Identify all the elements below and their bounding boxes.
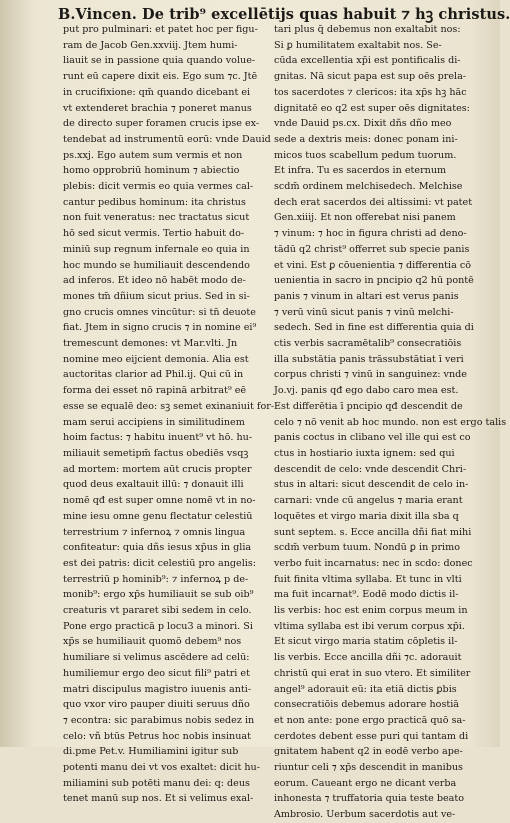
text-line: terrestrium ⁊ infernoꝝ ⁊ omnis lingua <box>63 526 246 538</box>
text-line: ad mortem: mortem aūt crucis propter <box>63 463 252 475</box>
text-line: homo opprobriū hominum ⁊ abiectio <box>63 165 240 177</box>
text-line: ⁊ econtra: sic parabimus nobis sedez in <box>63 714 255 726</box>
text-line: celo: vñ btūs Petrus hoc nobis insinuat <box>63 730 251 742</box>
text-line: Ambrosio. Uerbum sacerdotis aut ve- <box>274 809 456 821</box>
text-line: ad inferos. Et ideo nō habēt modo de- <box>63 275 246 287</box>
text-line: corpus christi ⁊ vinū in sanguinez: vnde <box>274 369 467 381</box>
text-line: Si ꝑ humilitatem exaltabit nos. Se- <box>274 39 442 51</box>
text-line: put pro pulminari: et patet hoc per figu- <box>63 24 258 35</box>
text-line: hō sed sicut vermis. Tertio habuit do- <box>63 228 245 240</box>
text-line: Jo.vj. panis qđ ego dabo caro mea est. <box>274 385 459 397</box>
text-line: consecratiōis debemus adorare hostiā <box>274 699 460 711</box>
text-line: celo ⁊ nō venit ab hoc mundo. non est ergo talis <box>274 416 507 428</box>
text-column-right <box>274 22 507 821</box>
text-line: tari plus q̄ debemus non exaltabit nos: <box>274 24 461 35</box>
text-line: tendebat ad instrumentū eorū: vnde Dauid <box>63 133 271 145</box>
text-line: mones tm̄ dñium sicut prius. Sed in si- <box>63 290 250 302</box>
text-line: ma fuit incarnat⁹. Eodē modo dictis il- <box>274 589 459 601</box>
text-line: panis coctus in clibano vel ille qui est co <box>274 432 471 444</box>
text-line: cantur pedibus hominum: ita christus <box>63 196 246 208</box>
text-line: nomine meo eijcient demonia. Alia est <box>63 353 249 365</box>
text-line: et vini. Est ꝑ cōuenientia ⁊ differentia cō <box>274 259 471 271</box>
text-line: non fuit veneratus: nec tractatus sicut <box>63 212 250 224</box>
text-line: liauit se in passione quia quando volue- <box>63 55 256 67</box>
text-line: potenti manu dei vt vos exaltet: dicit hu- <box>63 762 260 774</box>
page-gutter-shadow <box>0 0 36 747</box>
text-line: verbo fuit incarnatus: nec in scdo: donec <box>274 557 473 569</box>
text-line: creaturis vt pararet sibi sedem in celo. <box>63 605 252 617</box>
text-line: ctus in hostiario iuxta ignem: sed qui <box>274 447 455 459</box>
text-line: loquētes et virgo maria dixit illa sba q <box>274 510 459 522</box>
text-line: Et infra. Tu es sacerdos in eternum <box>274 165 447 177</box>
text-line: dech erat sacerdos dei altissimi: vt patet <box>274 196 473 208</box>
text-line: miniū sup regnum infernale eo quia in <box>63 243 250 255</box>
text-line: inhonesta ⁊ truffatoria quia teste beato <box>274 793 465 805</box>
text-line: esse se equalē deo: sꝫ semet exinaniuit for- <box>63 400 275 412</box>
text-line: sede a dextris meis: donec ponam ini- <box>274 133 458 145</box>
text-line: ctis verbis sacramētalib⁹ consecratiōis <box>274 338 462 350</box>
text-line: Gen.xiiij. Et non offerebat nisi panem <box>274 212 456 224</box>
text-line: lis verbis: hoc est enim corpus meum in <box>274 605 468 617</box>
text-line: ram de Jacob Gen.xxviij. Jtem humi- <box>63 39 238 51</box>
text-line: matri discipulus magistro iuuenis anti- <box>63 683 252 695</box>
text-line: in crucifixione: qm̄ quando dicebant ei <box>63 86 251 98</box>
text-line: ps.xxj. Ego autem sum vermis et non <box>63 149 243 161</box>
text-line: quo vxor viro pauper diuiti seruus dño <box>63 699 250 711</box>
text-line: de directo super foramen crucis ipse ex- <box>63 118 260 130</box>
text-line: Pone ergo practicā p locu3 a minori. Si <box>63 620 253 632</box>
running-header: B.Vincen. De trib⁹ excellētijs quas habuit ⁊ hꝫ christus. <box>58 6 510 23</box>
text-line: lis verbis. Ecce ancilla dñi ⁊c. adorauit <box>274 652 462 664</box>
text-line: sunt septem. s. Ecce ancilla dñi fiat mihi <box>274 526 472 538</box>
text-line: cūda excellentia xp̄i est pontificalis di- <box>274 55 461 67</box>
text-line: scdm̄ verbum tuum. Nondū ꝑ in primo <box>274 542 460 554</box>
text-line: quod deus exaltauit illū: ⁊ donauit illi <box>63 479 244 491</box>
text-line: hoc mundo se humiliauit descendendo <box>63 259 250 271</box>
text-line: Et sicut virgo maria statim cōpletis il- <box>274 636 458 648</box>
text-line: fuit finita vltima syllaba. Et tunc in vlti <box>274 573 462 585</box>
text-line: gno crucis omnes vincūtur: si tn̄ deuote <box>63 306 256 318</box>
text-line: vnde Dauid ps.cx. Dixit dñs dño meo <box>274 118 452 130</box>
text-line: tādū q2 christ⁹ offerret sub specie panis <box>274 243 470 255</box>
text-line: micos tuos scabellum pedum tuorum. <box>274 149 457 161</box>
text-column-left <box>63 22 275 805</box>
text-line: mine iesu omne genu flectatur celestiū <box>63 510 253 522</box>
text-line: dignitatē eo q2 est super oēs dignitates: <box>274 102 470 114</box>
text-line: gnitatem habent q2 in eodē verbo ape- <box>274 746 463 758</box>
text-line: vltima syllaba est ibi verum corpus xp̄i. <box>274 620 465 632</box>
text-line: nomē qđ est super omne nomē vt in no- <box>63 495 256 507</box>
text-line: uenientia in sacro in pncipio q2 hū pontē <box>274 275 474 287</box>
text-line: monib⁹: ergo xp̄s humiliauit se sub oib⁹ <box>63 589 254 601</box>
text-line: gnitas. Nā sicut papa est sup oēs prela- <box>274 71 467 83</box>
text-line: fiat. Jtem in signo crucis ⁊ in nomine ei⁹ <box>63 322 257 334</box>
text-line: di.pme Pet.v. Humiliamini igitur sub <box>63 746 239 758</box>
text-line: stus in altari: sicut descendit de celo in- <box>274 479 469 491</box>
text-line: illa substātia panis trāssubstātiat ī veri <box>274 353 464 365</box>
text-line: xp̄s se humiliauit quomō debem⁹ nos <box>63 636 242 648</box>
text-line: humiliare si velimus ascēdere ad celū: <box>63 652 250 664</box>
text-line: miliamini sub potēti manu dei: q: deus <box>63 777 250 789</box>
text-line: tenet manū sup nos. Et si velimus exal- <box>63 793 254 805</box>
text-line: sedech. Sed in fine est differentia quia di <box>274 322 474 334</box>
text-line: Est differētia ī pncipio qđ descendit de <box>274 400 463 412</box>
text-line: tremescunt demones: vt Mar.vlti. Jn <box>63 338 238 350</box>
text-line: christū qui erat in suo vtero. Et similiter <box>274 667 471 679</box>
text-line: scdm̄ ordinem melchisedech. Melchise <box>274 181 463 193</box>
text-line: hoim factus: ⁊ habitu inuent⁹ vt hō. hu- <box>63 432 253 444</box>
text-line: descendit de celo: vnde descendit Chri- <box>274 463 467 475</box>
text-line: et non ante: pone ergo practicā quō sa- <box>274 714 466 726</box>
text-line: tos sacerdotes ⁊ clericos: ita xp̄s hꝫ hāc <box>274 86 467 98</box>
text-line: miliauit semetipm̄ factus obediēs vsqꝫ <box>63 447 249 459</box>
text-line: mam serui accipiens in similitudinem <box>63 416 245 428</box>
text-line: vt extenderet brachia ⁊ poneret manus <box>63 102 252 114</box>
text-line: panis ⁊ vinum in altari est verus panis <box>274 290 459 302</box>
text-line: angel⁹ adorauit eū: ita etiā dictis ꝑbis <box>274 683 457 695</box>
text-line: eorum. Caueant ergo ne dicant verba <box>274 777 457 789</box>
text-line: forma dei esset nō rapinā arbitrat⁹ eē <box>63 385 247 397</box>
text-line: ⁊ vinum: ⁊ hoc in figura christi ad deno- <box>274 228 467 240</box>
text-line: est dei patris: dicit celestiū pro angelis: <box>63 557 257 569</box>
text-line: confiteatur: quia dñs iesus xp̄us in glia <box>63 542 252 554</box>
text-line: riuntur celi ⁊ xp̄s descendit in manibus <box>274 762 463 774</box>
text-line: humiliemur ergo deo sicut fili⁹ patri et <box>63 667 250 679</box>
text-line: runt eū capere dixit eis. Ego sum ⁊c. Jtē <box>63 71 258 83</box>
text-line: carnari: vnde cū angelus ⁊ maria erant <box>274 495 463 507</box>
text-line: ⁊ verū vinū sicut panis ⁊ vinū melchi- <box>274 306 454 318</box>
text-line: terrestriū p hominib⁹: ⁊ infernoꝝ p de- <box>63 573 249 585</box>
text-line: plebis: dicit vermis eo quia vermes cal- <box>63 181 254 193</box>
text-line: cerdotes debent esse puri qui tantam di <box>274 730 469 742</box>
text-line: auctoritas clarior ad Phil.ij. Qui cū in <box>63 369 244 381</box>
